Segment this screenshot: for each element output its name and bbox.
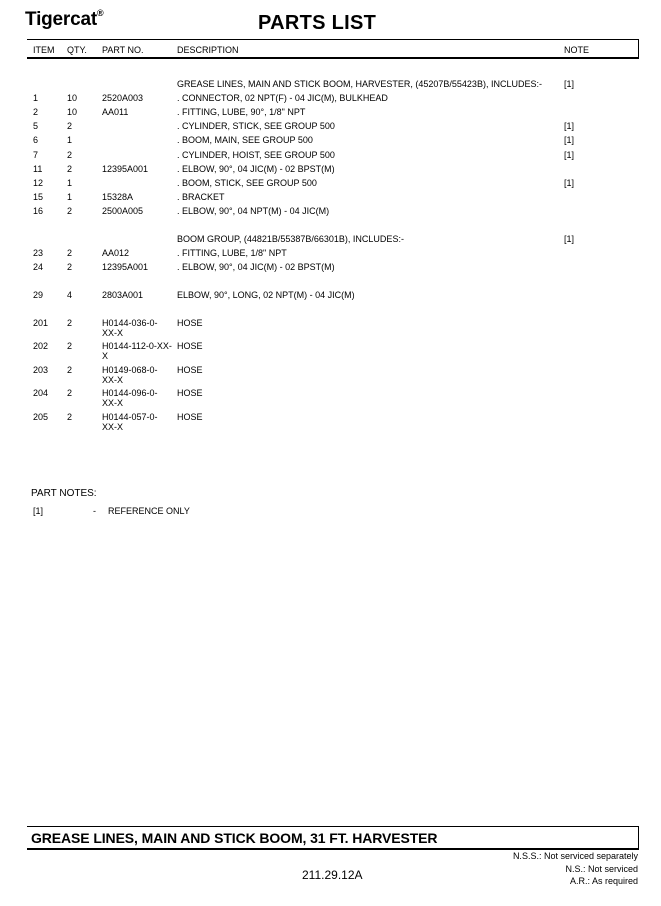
part-number-cell: 2803A001 (102, 290, 144, 300)
qty-cell: 1 (67, 178, 73, 188)
column-header-note: NOTE (564, 45, 590, 55)
description-cell: . CYLINDER, STICK, SEE GROUP 500 (177, 121, 335, 131)
page-title: PARTS LIST (258, 12, 377, 34)
description-cell: . BRACKET (177, 192, 225, 202)
item-cell: 12 (33, 178, 44, 188)
part-note-dash: - (93, 506, 96, 516)
qty-cell: 2 (67, 365, 73, 375)
description-cell: . FITTING, LUBE, 90°, 1/8" NPT (177, 107, 306, 117)
part-number-cell: H0144-036-0-XX-X (102, 318, 158, 338)
column-header-part: PART NO. (102, 45, 144, 55)
column-header-item: ITEM (33, 45, 55, 55)
table-row (0, 318, 661, 338)
part-number-cell: AA012 (102, 248, 130, 258)
part-number-cell: H0144-057-0-XX-X (102, 412, 158, 432)
table-row (0, 164, 661, 176)
part-note-ref: [1] (33, 506, 44, 516)
description-cell: . ELBOW, 90°, 04 JIC(M) - 02 BPST(M) (177, 262, 335, 272)
qty-cell: 10 (67, 107, 78, 117)
description-cell: HOSE (177, 365, 203, 375)
item-cell: 201 (33, 318, 49, 328)
description-cell: GREASE LINES, MAIN AND STICK BOOM, HARVESTER, (45207B/55423B), INCLUDES:- (177, 79, 542, 89)
qty-cell: 4 (67, 290, 73, 300)
item-cell: 15 (33, 192, 44, 202)
description-cell: . ELBOW, 90°, 04 NPT(M) - 04 JIC(M) (177, 206, 330, 216)
item-cell: 203 (33, 365, 49, 375)
part-number-cell: 2520A003 (102, 93, 144, 103)
description-cell: . FITTING, LUBE, 1/8" NPT (177, 248, 287, 258)
item-cell: 1 (33, 93, 39, 103)
description-cell: BOOM GROUP, (44821B/55387B/66301B), INCLUDES:- (177, 234, 404, 244)
description-cell: . CYLINDER, HOIST, SEE GROUP 500 (177, 150, 335, 160)
qty-cell: 10 (67, 93, 78, 103)
item-cell: 204 (33, 388, 49, 398)
qty-cell: 2 (67, 206, 73, 216)
item-cell: 5 (33, 121, 39, 131)
table-row (0, 248, 661, 260)
qty-cell: 2 (67, 150, 73, 160)
qty-cell: 2 (67, 412, 73, 422)
table-row (0, 206, 661, 218)
description-cell: HOSE (177, 412, 203, 422)
column-header-description: DESCRIPTION (177, 45, 239, 55)
table-row (0, 150, 661, 162)
part-number-cell: 12395A001 (102, 262, 149, 272)
qty-cell: 2 (67, 164, 73, 174)
note-cell: [1] (564, 234, 575, 244)
item-cell: 7 (33, 150, 39, 160)
table-row (0, 412, 661, 432)
description-cell: HOSE (177, 388, 203, 398)
description-cell: . BOOM, STICK, SEE GROUP 500 (177, 178, 317, 188)
note-cell: [1] (564, 150, 575, 160)
qty-cell: 2 (67, 262, 73, 272)
part-number-cell: 12395A001 (102, 164, 149, 174)
qty-cell: 2 (67, 388, 73, 398)
item-cell: 29 (33, 290, 44, 300)
brand-logo: Tigercat® (25, 7, 104, 30)
part-number-cell: H0149-068-0-XX-X (102, 365, 158, 385)
column-header-qty: QTY. (67, 45, 87, 55)
table-row (0, 93, 661, 105)
table-row (0, 234, 661, 246)
item-cell: 202 (33, 341, 49, 351)
part-number-cell: H0144-096-0-XX-X (102, 388, 158, 408)
qty-cell: 1 (67, 135, 73, 145)
table-row (0, 79, 661, 91)
part-note-text: REFERENCE ONLY (108, 506, 190, 516)
item-cell: 16 (33, 206, 44, 216)
table-row (0, 135, 661, 147)
item-cell: 2 (33, 107, 39, 117)
table-row (0, 192, 661, 204)
table-row (0, 290, 661, 302)
note-cell: [1] (564, 79, 575, 89)
part-number-cell: AA011 (102, 107, 129, 117)
qty-cell: 1 (67, 192, 73, 202)
item-cell: 205 (33, 412, 49, 422)
table-row (0, 262, 661, 274)
note-cell: [1] (564, 135, 575, 145)
table-row (0, 341, 661, 361)
qty-cell: 2 (67, 121, 73, 131)
item-cell: 23 (33, 248, 44, 258)
description-cell: HOSE (177, 318, 203, 328)
table-row (0, 365, 661, 385)
table-row (0, 178, 661, 190)
description-cell: ELBOW, 90°, LONG, 02 NPT(M) - 04 JIC(M) (177, 290, 355, 300)
table-row (0, 107, 661, 119)
description-cell: . BOOM, MAIN, SEE GROUP 500 (177, 135, 313, 145)
note-cell: [1] (564, 178, 575, 188)
qty-cell: 2 (67, 248, 73, 258)
description-cell: . CONNECTOR, 02 NPT(F) - 04 JIC(M), BULKHEAD (177, 93, 388, 103)
page-number: 211.29.12A (302, 868, 363, 882)
table-row (0, 388, 661, 408)
part-notes-title: PART NOTES: (31, 488, 97, 499)
part-number-cell: 15328A (102, 192, 134, 202)
item-cell: 11 (33, 164, 43, 174)
qty-cell: 2 (67, 341, 73, 351)
legend-nss: N.S.S.: Not serviced separately (512, 851, 638, 861)
item-cell: 24 (33, 262, 44, 272)
table-row (0, 121, 661, 133)
item-cell: 6 (33, 135, 39, 145)
qty-cell: 2 (67, 318, 73, 328)
note-cell: [1] (564, 121, 575, 131)
legend-ar: A.R.: As required (569, 876, 638, 886)
footer-title: GREASE LINES, MAIN AND STICK BOOM, 31 FT. HARVESTER (31, 830, 438, 846)
legend-ns: N.S.: Not serviced (565, 864, 638, 874)
part-number-cell: 2500A005 (102, 206, 144, 216)
description-cell: . ELBOW, 90°, 04 JIC(M) - 02 BPST(M) (177, 164, 335, 174)
description-cell: HOSE (177, 341, 203, 351)
part-number-cell: H0144-112-0-XX-X (102, 341, 172, 361)
